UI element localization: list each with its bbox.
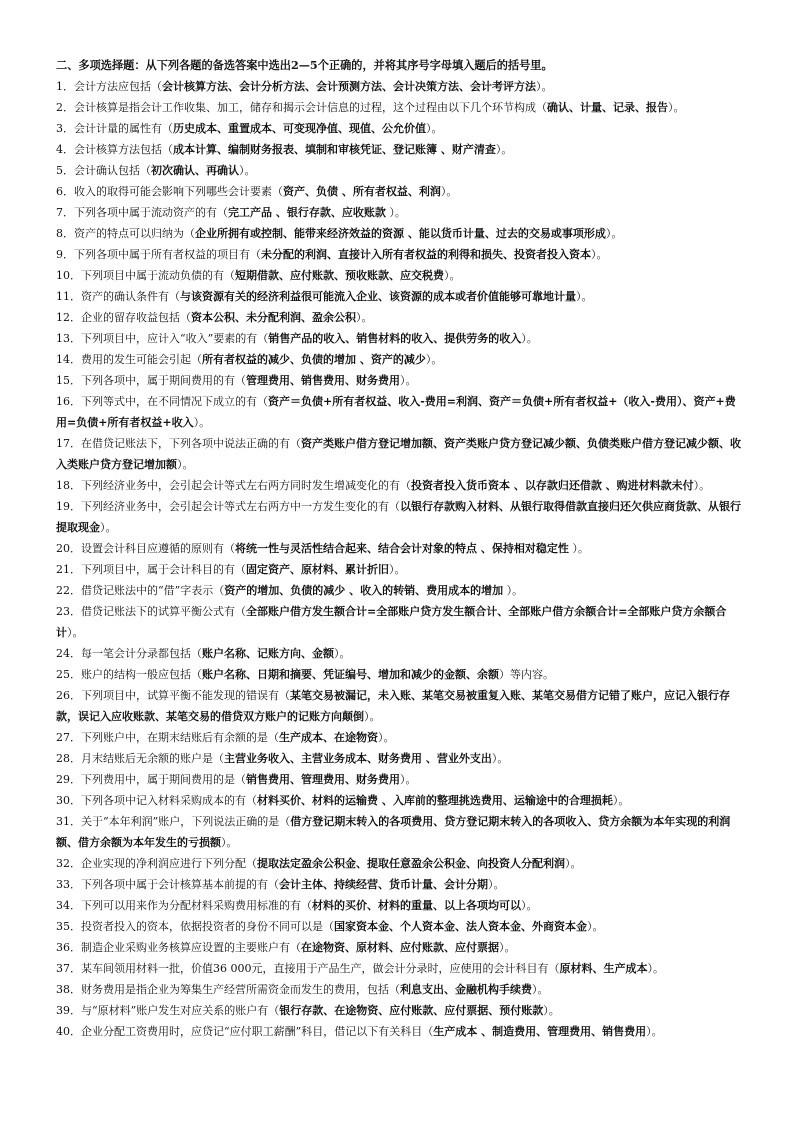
answer-text: 未分配的利润、直接计入所有者权益的利得和损失、投资者投入资本 <box>261 248 591 261</box>
question-item <box>56 1021 744 1042</box>
answer-text: 材料的买价、材料的重量、以上各项均可以 <box>312 899 521 912</box>
question-text: 11．资产的确认条件有（ <box>56 290 180 303</box>
question-tail: ）。 <box>440 185 458 198</box>
answer-text: 销售产品的收入、销售材料的收入、提供劳务的收入 <box>268 332 522 345</box>
question-text: 19．下列经济业务中，会引起会计等式左右两方中一方发生变化的有（ <box>56 500 400 513</box>
answer-text: 完工产品 、银行存款、应收账款 <box>228 206 386 219</box>
question-tail: ）。 <box>668 101 685 114</box>
question-tail: ）。 <box>356 311 373 324</box>
question-item <box>56 937 744 958</box>
answer-text: 资产的增加、负债的减少 、收入的转销、费用成本的增加 <box>224 584 504 597</box>
question-item <box>56 643 744 664</box>
question-item <box>56 559 744 580</box>
question-item <box>56 769 744 790</box>
question-text: 38．财务费用是指企业为筹集生产经营所需资金而发生的费用，包括（ <box>56 983 400 996</box>
answer-text: 企业所拥有或控制、能带来经济效益的资源 、能以货币计量、过去的交易或事项形成 <box>195 227 606 240</box>
answer-text: 初次确认、再确认 <box>151 164 239 177</box>
question-text: 33．下列各项中属于会计核算基本前提的有（ <box>56 878 279 891</box>
answer-text: 资产、负债 、所有者权益、利润 <box>283 185 441 198</box>
question-text: 7．下列各项中属于流动资产的有（ <box>56 206 228 219</box>
question-text: 10．下列项目中属于流动负债的有（ <box>56 269 235 282</box>
question-text: 6．收入的取得可能会影响下列哪些会计要素（ <box>56 185 283 198</box>
question-item <box>56 139 744 160</box>
answer-text: 在途物资、原材料、应付账款、应付票据 <box>301 941 499 954</box>
question-text: 13．下列项目中，应计入“收入”要素的有（ <box>56 332 269 345</box>
answer-text: 某笔交易被漏记，未入账、某笔交易被重复入账、某笔交易借方记错了账户，应记入银行存款，误记入应收账款、某笔交易的借贷双方账户的记账方向颠倒 <box>56 689 730 723</box>
question-tail: ）。 <box>612 794 630 807</box>
question-tail: ）。 <box>400 773 417 786</box>
answer-text: 账户名称、日期和摘要、凭证编号、增加和减少的金额、余额 <box>202 668 499 681</box>
question-tail: ）。 <box>491 752 509 765</box>
answer-text: 资产＝负债+所有者权益、收入-费用=利润、资产＝负债+所有者权益+（收入-费用）、资产+费用=负债+所有者权益+收入 <box>56 395 736 429</box>
answer-text: 短期借款、应付账款、预收账款、应交税费 <box>235 269 444 282</box>
question-item <box>56 979 744 1000</box>
question-tail: ）。 <box>425 353 443 366</box>
question-tail: ）。 <box>67 626 84 639</box>
question-item <box>56 244 744 265</box>
question-text: 26．下列项目中，试算平衡不能发现的错误有（ <box>56 689 290 702</box>
question-item <box>56 1000 744 1021</box>
question-text: 36．制造企业采购业务核算应设置的主要账户有（ <box>56 941 301 954</box>
question-item <box>56 391 744 433</box>
question-item <box>56 118 744 139</box>
answer-text: 利息支出、金融机构手续费 <box>400 983 532 996</box>
question-tail: ）。 <box>444 269 461 282</box>
answer-text: 资产类账户借方登记增加额、资产类账户贷方登记减少额、负债类账户借方登记减少额、收入类账户贷方登记增加额 <box>56 437 741 471</box>
answer-text: 提取法定盈余公积金、提取任意盈余公积金、向投资人分配利润 <box>257 857 565 870</box>
question-tail: ）。 <box>587 920 604 933</box>
question-tail: ）。 <box>536 80 553 93</box>
question-tail: ）。 <box>503 584 524 597</box>
question-text: 3．会计计量的属性有（ <box>56 122 173 135</box>
question-text: 32．企业实现的净利润应进行下列分配（ <box>56 857 257 870</box>
question-tail: ）。 <box>693 479 711 492</box>
question-text: 31．关于“本年利润”账户，下列说法正确的是（ <box>56 815 291 828</box>
question-text: 22．借贷记账法中的“借”字表示（ <box>56 584 225 597</box>
answer-text: 资本公积、未分配利润、盈余公积 <box>191 311 356 324</box>
question-text: 15．下列各项中，属于期间费用的有（ <box>56 374 246 387</box>
question-text: 28．月末结账后无余额的账户是（ <box>56 752 224 765</box>
question-item <box>56 265 744 286</box>
question-item <box>56 748 744 769</box>
question-tail: ）。 <box>221 836 238 849</box>
answer-text: 生产成本 、制造费用、管理费用、销售费用 <box>433 1025 647 1038</box>
answer-text: 销售费用、管理费用、财务费用 <box>246 773 400 786</box>
answer-text: 投资者投入货币资本 、以存款归还借款 、购进材料款未付 <box>411 479 694 492</box>
question-tail: ）。 <box>400 374 417 387</box>
question-text: 37．某车间领用材料一批，价值36 000元，直接用于产品生产，做会计分录时，应使用的会计科目有（ <box>56 962 560 975</box>
answer-text: 确认、计量、记录、报告 <box>547 101 668 114</box>
answer-text: 历史成本、重置成本、可变现净值、现值、公允价值 <box>173 122 426 135</box>
question-text: 14．费用的发生可能会引起（ <box>56 353 202 366</box>
answer-text: 生产成本、在途物资 <box>279 731 378 744</box>
question-tail: ）。 <box>177 458 194 471</box>
question-item <box>56 538 744 559</box>
question-text: 4．会计核算方法包括（ <box>56 143 173 156</box>
question-text: 21．下列项目中，属于会计科目的有（ <box>56 563 246 576</box>
question-item <box>56 475 744 496</box>
answer-text: 借方登记期末转入的各项费用、贷方登记期末转入的各项收入、贷方余额为本年实现的利润额、借方余额为本年发生的亏损额 <box>56 815 731 849</box>
question-tail: ）。 <box>576 290 593 303</box>
question-item <box>56 433 744 475</box>
question-item <box>56 202 744 223</box>
question-tail: ）。 <box>385 206 406 219</box>
question-text: 27．下列账户中，在期末结账后有余额的是（ <box>56 731 279 744</box>
question-text: 18．下列经济业务中，会引起会计等式左右两方同时发生增减变化的有（ <box>56 479 411 492</box>
question-tail: ）。 <box>389 563 406 576</box>
question-item <box>56 349 744 370</box>
question-text: 20．设置会计科目应遵循的原则有（ <box>56 542 235 555</box>
question-item <box>56 76 744 97</box>
question-item <box>56 496 744 538</box>
question-item <box>56 958 744 979</box>
question-tail: ）等内容。 <box>499 668 554 681</box>
question-item <box>56 727 744 748</box>
answer-text: 会计主体、持续经营、货币计量、会计分期 <box>279 878 488 891</box>
question-text: 30．下列各项中记入材料采购成本的有（ <box>56 794 257 807</box>
answer-text: 将统一性与灵活性结合起来、结合会计对象的特点 、保持相对稳定性 <box>235 542 569 555</box>
question-item <box>56 811 744 853</box>
question-item <box>56 97 744 118</box>
question-text: 16．下列等式中，在不同情况下成立的有（ <box>56 395 268 408</box>
question-item <box>56 307 744 328</box>
question-text: 1．会计方法应包括（ <box>56 80 162 93</box>
answer-text: 所有者权益的减少、负债的增加 、资产的减少 <box>202 353 426 366</box>
question-item <box>56 685 744 727</box>
answer-text: 以银行存款购入材料、从银行取得借款直接归还欠供应商货款、从银行提取现金 <box>56 500 741 534</box>
question-text: 39．与“原材料”账户发生对应关系的账户有（ <box>56 1004 280 1017</box>
answer-text: 银行存款、在途物资、应付账款、应付票据、预付账款 <box>279 1004 544 1017</box>
question-text: 8．资产的特点可以归纳为（ <box>56 227 195 240</box>
document-page <box>56 55 744 1042</box>
question-item <box>56 160 744 181</box>
answer-text: 成本计算、编制财务报表、填制和审核凭证、登记账簿 、财产清查 <box>173 143 496 156</box>
answer-text: 账户名称、记账方向、金额 <box>202 647 334 660</box>
question-tail: ）。 <box>239 164 256 177</box>
answer-text: 与该资源有关的经济利益很可能流入企业、该资源的成本或者价值能够可靠地计量 <box>180 290 576 303</box>
question-item <box>56 895 744 916</box>
question-tail: ）。 <box>488 878 505 891</box>
question-text: 17．在借贷记账法下，下列各项中说法正确的有（ <box>56 437 301 450</box>
question-tail: ）。 <box>364 710 381 723</box>
question-item <box>56 853 744 874</box>
question-tail: ）。 <box>426 122 443 135</box>
question-tail: ）。 <box>334 647 351 660</box>
question-text: 5．会计确认包括（ <box>56 164 151 177</box>
answer-text: 固定资产、原材料、累计折旧 <box>246 563 389 576</box>
question-text: 24．每一笔会计分录都包括（ <box>56 647 202 660</box>
question-tail: ）。 <box>499 941 516 954</box>
question-text: 40．企业分配工资费用时，应贷记“应付职工薪酬”科目，借记以下有关科目（ <box>56 1025 434 1038</box>
question-tail: ）。 <box>378 731 395 744</box>
question-text: 29．下列费用中，属于期间费用的是（ <box>56 773 246 786</box>
question-tail: ）。 <box>193 416 211 429</box>
question-tail: ）。 <box>100 521 117 534</box>
section-heading: 二、多项选择题：从下列各题的备选答案中选出2—5个正确的，并将其序号字母填入题后的括号里。 <box>56 58 553 72</box>
question-item <box>56 370 744 391</box>
question-item <box>56 601 744 643</box>
question-text: 34．下列可以用来作为分配材料采购费用标准的有（ <box>56 899 312 912</box>
question-item <box>56 328 744 349</box>
answer-text: 全部账户借方发生额合计=全部账户贷方发生额合计、全部账户借方余额合计=全部账户贷方余额合计 <box>56 605 727 639</box>
question-tail: ）。 <box>591 248 608 261</box>
answer-text: 国家资本金、个人资本金、法人资本金、外商资本金 <box>334 920 587 933</box>
question-text: 12．企业的留存收益包括（ <box>56 311 191 324</box>
question-item <box>56 580 744 601</box>
question-text: 35．投资者投入的资本，依据投资者的身份不同可以是（ <box>56 920 334 933</box>
question-text: 2．会计核算是指会计工作收集、加工，储存和揭示会计信息的过程，这个过程由以下几个环节构成（ <box>56 101 547 114</box>
question-tail: ）。 <box>646 1025 663 1038</box>
question-item <box>56 181 744 202</box>
question-item <box>56 790 744 811</box>
question-item <box>56 916 744 937</box>
question-item <box>56 664 744 685</box>
question-tail: ）。 <box>521 332 538 345</box>
answer-text: 会计核算方法、会计分析方法、会计预测方法、会计决策方法、会计考评方法 <box>162 80 536 93</box>
question-text: 25．账户的结构一般应包括（ <box>56 668 202 681</box>
question-tail: ）。 <box>532 983 549 996</box>
question-text: 23．借贷记账法下的试算平衡公式有（ <box>56 605 246 618</box>
answer-text: 材料买价、材料的运输费 、入库前的整理挑选费用、运输途中的合理损耗 <box>257 794 613 807</box>
question-tail: ）。 <box>521 899 538 912</box>
question-list <box>56 76 744 1042</box>
question-item <box>56 286 744 307</box>
question-tail: ）。 <box>495 143 513 156</box>
question-tail: ）。 <box>543 1004 560 1017</box>
answer-text: 主营业务收入、主营业务成本、财务费用 、营业外支出 <box>224 752 492 765</box>
question-item <box>56 223 744 244</box>
question-tail: ）。 <box>568 542 589 555</box>
question-text: 9．下列各项中属于所有者权益的项目有（ <box>56 248 261 261</box>
question-item <box>56 874 744 895</box>
answer-text: 管理费用、销售费用、财务费用 <box>246 374 400 387</box>
question-tail: ）。 <box>647 962 664 975</box>
question-tail: ）。 <box>565 857 582 870</box>
question-tail: ）。 <box>605 227 623 240</box>
answer-text: 原材料、生产成本 <box>559 962 648 975</box>
